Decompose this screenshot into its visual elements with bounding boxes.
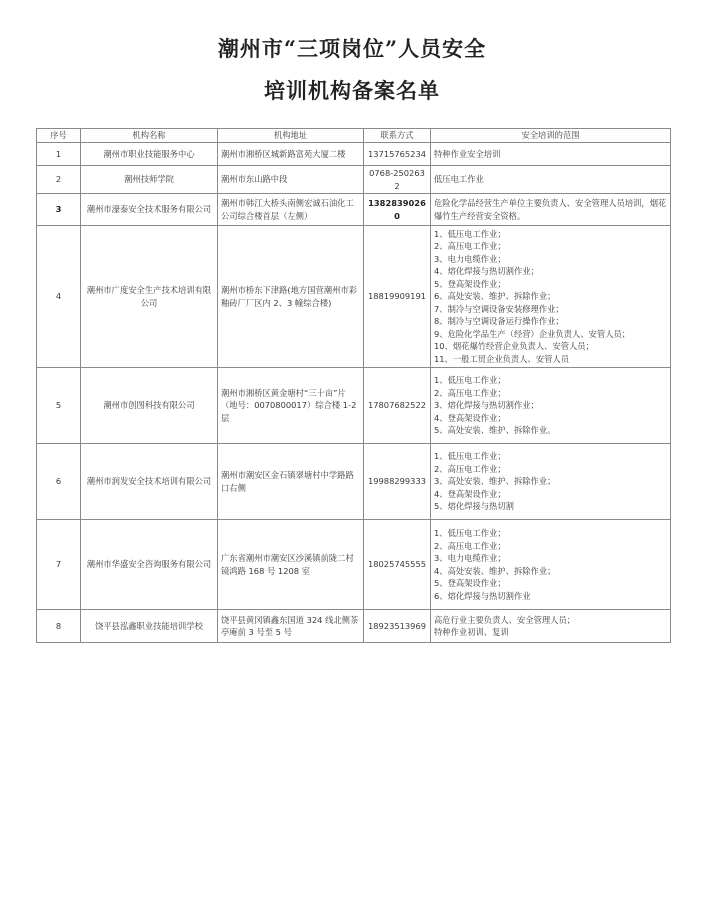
row-number: 1 xyxy=(37,143,81,166)
training-scope: 危险化学品经营生产单位主要负责人、安全管理人员培训，烟花爆竹生产经营安全资格。 xyxy=(431,194,671,226)
table-row xyxy=(37,226,671,368)
row-number: 8 xyxy=(37,610,81,643)
scope-line: 2、高压电工作业； xyxy=(434,540,506,551)
training-scope xyxy=(431,610,671,643)
document-title-line-1: 潮州市“三项岗位”人员安全 xyxy=(217,36,487,61)
row-number: 7 xyxy=(37,520,81,610)
row-number: 5 xyxy=(37,368,81,444)
scope-line: 1、低压电工作业； xyxy=(434,528,506,538)
scope-line: 4、登高架设作业； xyxy=(434,412,506,423)
scope-line: 1、低压电工作业； xyxy=(434,375,506,386)
contact-phone: 19988299333 xyxy=(364,444,431,520)
table-row xyxy=(37,166,671,194)
institution-name: 潮州市濠泰安全技术服务有限公司 xyxy=(81,194,218,226)
institution-address: 饶平县黄冈镇鑫东国道 324 线北侧茶亭庵前 3 号至 5 号 xyxy=(218,610,364,643)
table-row xyxy=(37,610,671,643)
scope-line: 7、制冷与空调设备安装修理作业； xyxy=(434,303,564,314)
table-row xyxy=(37,368,671,444)
institution-name: 潮州市华盛安全咨询服务有限公司 xyxy=(81,520,218,610)
scope-line: 高危行业主要负责人、安全管理人员； xyxy=(434,614,576,625)
scope-line: 3、电力电缆作业； xyxy=(434,553,506,563)
scope-line: 8、制冷与空调设备运行操作作业； xyxy=(434,316,564,327)
institution-address: 潮州市桥东下津路(地方国营潮州市彩釉砖厂厂区内 2、3 幢综合楼) xyxy=(218,226,364,368)
training-scope xyxy=(431,444,671,520)
institution-address: 潮州市潮安区金石镇翠塘村中学路路口右侧 xyxy=(218,444,364,520)
scope-line: 3、高处安装、维护、拆除作业； xyxy=(434,476,556,487)
training-scope xyxy=(431,520,671,610)
institution-address: 潮州市湘桥区黄金塘村“三十亩”片（地号：0070800017）综合楼 1-2 层 xyxy=(218,368,364,444)
table-row xyxy=(37,143,671,166)
institution-name: 潮州市润发安全技术培训有限公司 xyxy=(81,444,218,520)
scope-line: 9、危险化学品生产（经营）企业负责人、安管人员； xyxy=(434,328,631,339)
header-training-scope: 安全培训的范围 xyxy=(431,129,671,143)
institution-address: 潮州市湘桥区城新路富苑大厦二楼 xyxy=(218,143,364,166)
contact-phone: 13715765234 xyxy=(364,143,431,166)
scope-line: 5、登高架设作业； xyxy=(434,278,506,289)
header-seq: 序号 xyxy=(37,129,81,143)
training-scope xyxy=(431,143,671,166)
scope-line: 2、高压电工作业； xyxy=(434,387,506,398)
scope-line: 6、熔化焊接与热切割作业 xyxy=(434,590,531,601)
institution-address: 广东省潮州市潮安区沙溪镇前陇二村镜鸿路 168 号 1208 室 xyxy=(218,520,364,610)
scope-line: 5、登高架设作业； xyxy=(434,578,506,588)
contact-phone: 13828390260 xyxy=(364,194,431,226)
institution-name: 潮州市创图科技有限公司 xyxy=(81,368,218,444)
training-scope xyxy=(431,368,671,444)
table-row xyxy=(37,194,671,226)
row-number: 6 xyxy=(37,444,81,520)
table-header-row xyxy=(37,129,671,143)
document-title-line-2: 培训机构备案名单 xyxy=(264,78,440,103)
scope-line: 10、烟花爆竹经营企业负责人、安管人员； xyxy=(434,341,594,352)
header-institution-name: 机构名称 xyxy=(81,129,218,143)
scope-line: 3、电力电缆作业； xyxy=(434,253,506,264)
row-number: 3 xyxy=(37,194,81,226)
row-number: 4 xyxy=(37,226,81,368)
scope-line: 1、低压电工作业； xyxy=(434,451,506,462)
institution-name: 潮州技师学院 xyxy=(81,166,218,194)
institution-name: 饶平县泓鑫职业技能培训学校 xyxy=(81,610,218,643)
training-institution-table xyxy=(36,128,671,643)
scope-line: 4、熔化焊接与热切割作业； xyxy=(434,266,539,277)
scope-line: 4、高处安装、维护、拆除作业； xyxy=(434,565,556,576)
training-scope xyxy=(431,226,671,368)
contact-phone: 0768-2502632 xyxy=(364,166,431,194)
scope-line: 2、高压电工作业； xyxy=(434,463,506,474)
scope-line: 2、高压电工作业； xyxy=(434,241,506,252)
header-institution-address: 机构地址 xyxy=(218,129,364,143)
contact-phone: 18819909191 xyxy=(364,226,431,368)
contact-phone: 17807682522 xyxy=(364,368,431,444)
institution-address: 潮州市韩江大桥头南侧宏诚石油化工公司综合楼首层（左侧） xyxy=(218,194,364,226)
scope-line: 4、登高架设作业； xyxy=(434,488,506,499)
training-scope xyxy=(431,166,671,194)
row-number: 2 xyxy=(37,166,81,194)
scope-line: 5、熔化焊接与热切割 xyxy=(434,501,514,512)
scope-line: 5、高处安装、维护、拆除作业。 xyxy=(434,425,556,436)
contact-phone: 18923513969 xyxy=(364,610,431,643)
institution-name: 潮州市职业技能服务中心 xyxy=(81,143,218,166)
scope-line: 特种作业安全培训 xyxy=(434,148,501,159)
scope-line: 11、一般工贸企业负责人、安管人员 xyxy=(434,353,570,364)
table-row xyxy=(37,444,671,520)
header-contact: 联系方式 xyxy=(364,129,431,143)
scope-line: 3、熔化焊接与热切割作业； xyxy=(434,400,539,411)
institution-name: 潮州市广度安全生产技术培训有限公司 xyxy=(81,226,218,368)
table-row xyxy=(37,520,671,610)
scope-line: 特种作业初训、复训 xyxy=(434,627,509,637)
institution-address: 潮州市东山路中段 xyxy=(218,166,364,194)
scope-line: 1、低压电工作业； xyxy=(434,228,506,239)
scope-line: 6、高处安装、维护、拆除作业； xyxy=(434,291,556,302)
contact-phone: 18025745555 xyxy=(364,520,431,610)
scope-line: 低压电工作业 xyxy=(434,174,484,185)
